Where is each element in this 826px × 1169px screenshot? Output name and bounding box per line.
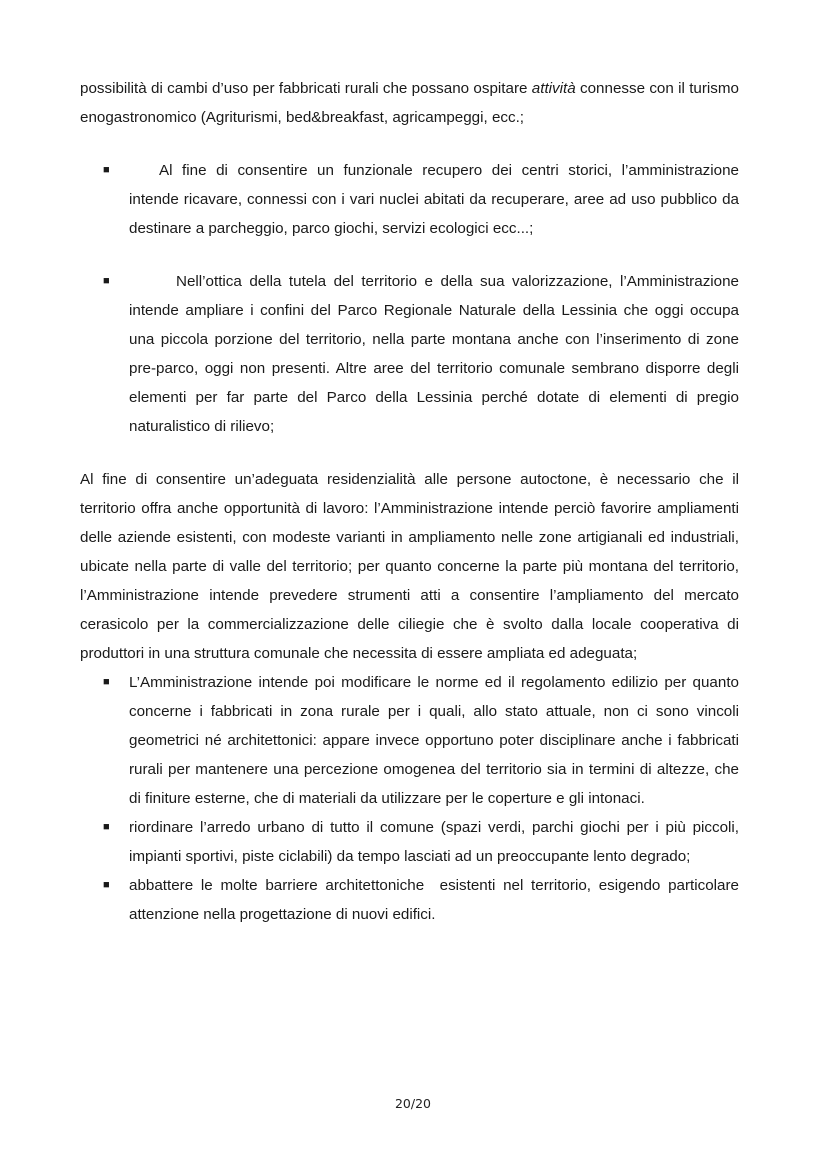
- bullet-square-icon: ■: [103, 879, 110, 891]
- list-item-text: riordinare l’arredo urbano di tutto il comune (spazi verdi, parchi giochi per i più piccoli, impianti sportivi, piste ciclabili) da tempo lasciati ad un preoccupante lento degrado;: [129, 819, 739, 865]
- bullet-square-icon: ■: [103, 821, 110, 833]
- list-item-text: abbattere le molte barriere architettoniche esistenti nel territorio, esigendo particolare attenzione nella progettazione di nuovi edifici.: [129, 877, 744, 923]
- bullet-square-icon: ■: [103, 164, 110, 176]
- paragraph-text: connesse con il turismo enogastronomico (Agriturismi, bed&breakfast, agricampeggi, ecc.;: [80, 80, 739, 126]
- list-item-text: Nell’ottica della tutela del territorio e della sua valorizzazione, l’Amministrazione intende ampliare i confini del Parco Regionale Naturale della Lessinia che oggi occupa una piccola porzione del territorio, nella parte montana anche con l’inserimento di zone pre-parco, oggi non presenti. Altre aree del territorio comunale sembrano disporre degli elementi per far parte del Parco della Lessinia perché dotate di elementi di pregio naturalistico di rilievo;: [129, 273, 739, 435]
- list-item-building-rules: [80, 668, 739, 813]
- list-item-barriers: [80, 871, 744, 929]
- list-item-historic-centers: [80, 156, 739, 243]
- list-item-text: L’Amministrazione intende poi modificare le norme ed il regolamento edilizio per quanto concerne i fabbricati in zona rurale per i quali, allo stato attuale, non ci sono vincoli geometrici né architettonici: appare invece opportuno poter disciplinare anche i fabbricati rurali per mantenere una percezione omogenea del territorio sia in termini di altezze, che di finiture esterne, che di materiali da utilizzare per le coperture e gli intonaci.: [129, 674, 739, 807]
- bullet-square-icon: ■: [103, 275, 110, 287]
- document-body: [80, 74, 744, 929]
- list-item-urban-furniture: [80, 813, 739, 871]
- spacer: [80, 441, 739, 465]
- paragraph-tourism: [80, 74, 739, 132]
- bullet-square-icon: ■: [103, 676, 110, 688]
- paragraph-text: possibilità di cambi d’uso per fabbricati rurali che possano ospitare: [80, 80, 532, 97]
- spacer: [80, 132, 739, 156]
- spacer: [80, 243, 739, 267]
- list-item-regional-park: [80, 267, 739, 441]
- list-item-text: Al fine di consentire un funzionale recupero dei centri storici, l’amministrazione intende ricavare, connessi con i vari nuclei abitati da recuperare, aree ad uso pubblico da destinare a parcheggio, parco giochi, servizi ecologici ecc...;: [129, 162, 739, 237]
- page-number: 20/20: [394, 1096, 432, 1111]
- italic-text: attività: [531, 80, 576, 97]
- paragraph-employment: Al fine di consentire un’adeguata residenzialità alle persone autoctone, è necessario che il territorio offra anche opportunità di lavoro: l’Amministrazione intende perciò favorire ampliamenti delle aziende esistenti, con modeste varianti in ampliamento nelle zone artigianali ed industriali, ubicate nella parte di valle del territorio; per quanto concerne la parte più montana del territorio, l’Amministrazione intende prevedere strumenti atti a consentire l’ampliamento del mercato cerasicolo per la commercializzazione delle ciliegie che è svolto dalla locale cooperativa di produttori in una struttura comunale che necessita di essere ampliata ed adeguata;: [80, 471, 739, 662]
